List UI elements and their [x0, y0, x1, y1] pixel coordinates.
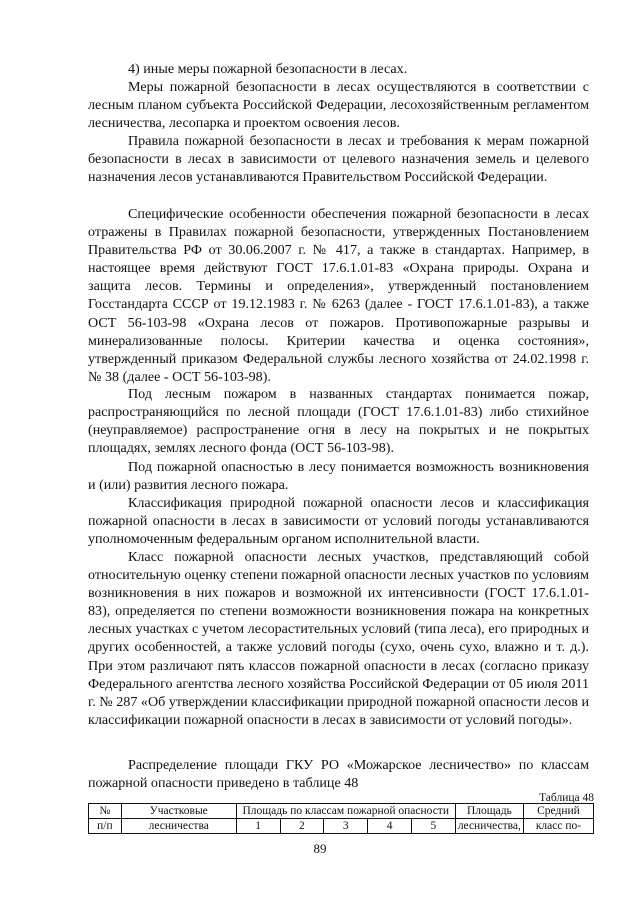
header-num: №	[89, 804, 122, 819]
header-avg-2: класс по-	[523, 819, 593, 834]
class-1: 1	[236, 819, 280, 834]
header-num-2: п/п	[89, 819, 122, 834]
table-subheader-row	[89, 819, 594, 834]
paragraph-5	[88, 385, 589, 457]
header-total: Площадь	[455, 804, 523, 819]
paragraph-6-text: Под пожарной опасностью в лесу понимается возможность возникновения и (или) развития лесного пожара.	[88, 459, 589, 494]
header-area-classes: Площадь по классам пожарной опасности	[236, 804, 455, 819]
paragraph-8	[88, 548, 589, 729]
paragraph-1: 4) иные меры пожарной безопасности в лесах.	[128, 61, 408, 77]
table-caption: Таблица 48	[539, 792, 594, 804]
paragraph-4-text: Специфические особенности обеспечения пожарной безопасности в лесах отражены в Правилах пожарной безопасности, утвержденных Постановлением Правительства РФ от 30.06.2007 г. № 417, а также в стандартах. Например, в настоящее время действуют ГОСТ 17.6.1.01-83 «Охрана природы. Охрана и защита лесов. Термины и определения», утвержденный постановлением Госстандарта СССР от 19.12.1983 г. № 6263 (далее - ГОСТ 17.6.1.01-83), а также ОСТ 56-103-98 «Охрана лесов от пожаров. Противопожарные разрывы и минерализованные полосы. Критерии качества и оценка состояния», утвержденный приказом Федеральной службы лесного хозяйства от 24.02.1998 г. № 38 (далее - ОСТ 56-103-98).	[88, 206, 589, 385]
table-header-row	[89, 804, 594, 819]
paragraph-4	[88, 205, 589, 386]
paragraph-9	[88, 756, 589, 792]
header-name: Участковые	[121, 804, 236, 819]
paragraph-7	[88, 494, 589, 548]
paragraph-9-text: Распределение площади ГКУ РО «Можарское лесничество» по классам пожарной опасности приведено в таблице 48	[88, 757, 589, 792]
header-total-2: лесничества,	[455, 819, 523, 834]
class-2: 2	[280, 819, 324, 834]
header-avg: Средний	[523, 804, 593, 819]
class-4: 4	[368, 819, 412, 834]
header-name-2: лесничества	[121, 819, 236, 834]
class-3: 3	[324, 819, 368, 834]
paragraph-3	[88, 132, 589, 186]
paragraph-5-text: Под лесным пожаром в названных стандартах понимается пожар, распространяющийся по лесной площади (ГОСТ 17.6.1.01-83) либо стихийное (неуправляемое) распространение огня в лесу на покрытых и не покрытых площадях, землях лесного фонда (ОСТ 56-103-98).	[88, 386, 589, 457]
paragraph-3-text: Правила пожарной безопасности в лесах и требования к мерам пожарной безопасности в лесах в зависимости от целевого назначения земель и целевого назначения лесов устанавливаются Правительством Российской Федерации.	[88, 133, 589, 186]
page-number: 89	[313, 841, 327, 856]
class-5: 5	[411, 819, 455, 834]
fire-class-table	[88, 803, 594, 834]
paragraph-2-text: Меры пожарной безопасности в лесах осуществляются в соответствии с лесным планом субъекта Российской Федерации, лесохозяйственным регламентом лесничества, лесопарка и проектом освоения лесов.	[88, 79, 589, 132]
paragraph-7-text: Классификация природной пожарной опасности лесов и классификация пожарной опасности в лесах в зависимости от условий погоды устанавливаются уполномоченным федеральным органом исполнительной власти.	[88, 495, 589, 548]
paragraph-6	[88, 458, 589, 494]
paragraph-2	[88, 78, 589, 132]
paragraph-8-text: Класс пожарной опасности лесных участков, представляющий собой относительную оценку степени пожарной опасности лесных участков по условиям возникновения в них пожаров и возможной их интенсивности (ГОСТ 17.6.1.01-83), определяется по степени возможности возникновения пожара на конкретных лесных участках с учетом лесорастительных условий (типа леса), его природных и других особенностей, а также условий погоды (сухо, очень сухо, влажно и т. д.). При этом различают пять классов пожарной опасности в лесах (согласно приказу Федерального агентства лесного хозяйства Российской Федерации от 05 июля 2011 г. № 287 «Об утверждении классификации природной пожарной опасности лесов и классификации пожарной опасности в лесах в зависимости от условий погоды».	[88, 549, 589, 728]
